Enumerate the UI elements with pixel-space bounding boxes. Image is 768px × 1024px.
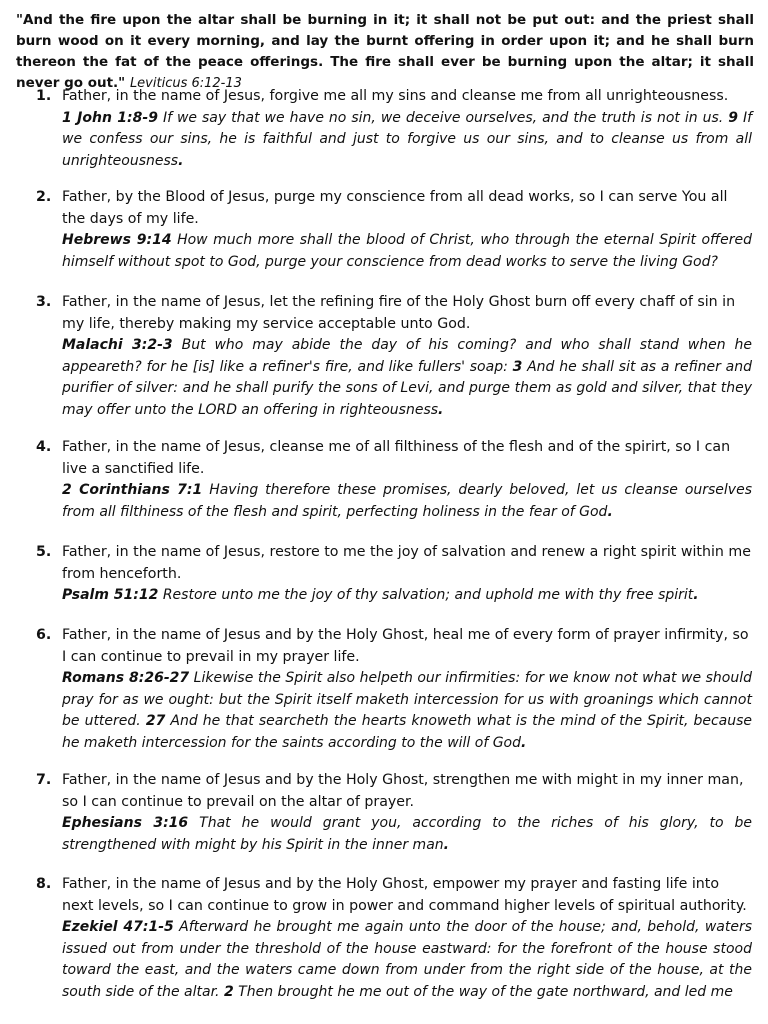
item-number: 1.	[36, 88, 52, 104]
prayer-item	[36, 625, 752, 754]
scripture-block	[62, 917, 752, 1003]
scripture-block	[62, 108, 752, 173]
scripture-text: Restore unto me the joy of thy salvation; and uphold me with thy free spirit	[162, 587, 694, 603]
scripture-end-punct: .	[693, 587, 699, 603]
scripture-end-punct: .	[443, 836, 449, 853]
scripture-block	[62, 480, 752, 523]
scripture-text: But who may abide the day of his coming? and who shall stand when he appeareth? for he [is] like a refiner's fire, and like fullers' soap:	[62, 337, 753, 375]
scripture-end-punct: .	[521, 734, 527, 751]
prayer-item	[36, 770, 752, 856]
scripture-block	[62, 335, 752, 421]
intro-quote-block	[16, 10, 754, 94]
prayer-text: Father, by the Blood of Jesus, purge my conscience from all dead works, so I can serve You all the days of my life.	[62, 189, 728, 227]
prayer-item	[36, 542, 752, 607]
prayer-text: Father, in the name of Jesus, restore to me the joy of salvation and renew a right spirit within me from henceforth.	[62, 544, 751, 582]
item-number: 3.	[36, 294, 52, 310]
prayer-item	[36, 292, 752, 421]
scripture-text: And he that searcheth the hearts knoweth what is the mind of the Spirit, because he maketh intercession for the saints according to the will of God	[62, 713, 753, 751]
prayer-text: Father, in the name of Jesus and by the Holy Ghost, empower my prayer and fasting life into next levels, so I can continue to grow in power and command higher levels of spiritual authority.	[62, 876, 747, 914]
scripture-reference: Romans 8:26-27	[62, 670, 190, 686]
scripture-text: Afterward he brought me again unto the door of the house; and, behold, waters issued out from under the threshold of the house eastward: for the forefront of the house stood toward the east, and the waters came down from under from the right side of the house, at the south side of the altar.	[62, 919, 752, 1000]
scripture-reference: 2 Corinthians 7:1	[62, 482, 203, 498]
item-number: 4.	[36, 439, 52, 455]
scripture-text: That he would grant you, according to the riches of his glory, to be strengthened with might by his Spirit in the inner man	[62, 815, 753, 853]
scripture-reference: Hebrews 9:14	[62, 232, 172, 248]
intro-quote-reference: Leviticus 6:12-13	[129, 76, 242, 91]
scripture-block	[62, 813, 752, 856]
scripture-block	[62, 585, 752, 607]
verse-number: 3	[512, 358, 523, 375]
prayer-text: Father, in the name of Jesus, let the refining fire of the Holy Ghost burn off every chaff of sin in my life, thereby making my service acceptable unto God.	[62, 294, 736, 332]
scripture-block	[62, 668, 752, 754]
prayer-item	[36, 187, 752, 273]
intro-quote-text: "And the fire upon the altar shall be burning in it; it shall not be put out: and the priest shall burn wood on it every morning, and lay the burnt offering in order upon it; and he shall burn thereon the fat of the peace offerings. The fire shall ever be burning upon the altar; it shall never go out."	[16, 12, 754, 91]
prayer-item	[36, 86, 752, 172]
prayer-text: Father, in the name of Jesus, forgive me all my sins and cleanse me from all unrighteousness.	[62, 88, 729, 104]
verse-number: 27	[145, 713, 166, 729]
scripture-reference: Ephesians 3:16	[62, 815, 189, 831]
scripture-text: Likewise the Spirit also helpeth our infirmities: for we know not what we should pray for as we ought: but the Spirit itself maketh intercession for us with groanings which cannot be uttered.	[62, 670, 753, 729]
item-number: 6.	[36, 627, 52, 643]
scripture-reference: 1 John 1:8-9	[62, 109, 158, 126]
scripture-text: Then brought he me out of the way of the gate northward, and led me	[238, 983, 733, 1000]
item-number: 7.	[36, 772, 52, 788]
prayer-item	[36, 874, 752, 1003]
scripture-reference: Malachi 3:2-3	[62, 337, 173, 353]
scripture-text: If we confess our sins, he is faithful and just to forgive us our sins, and to cleanse us from all unrighteousness	[62, 109, 753, 169]
item-number: 8.	[36, 876, 52, 892]
scripture-block	[62, 230, 752, 273]
scripture-text: If we say that we have no sin, we deceive ourselves, and the truth is not in us.	[162, 109, 724, 126]
scripture-end-punct: .	[438, 401, 444, 418]
prayer-text: Father, in the name of Jesus and by the Holy Ghost, strengthen me with might in my inner man, so I can continue to prevail on the altar of prayer.	[62, 772, 744, 810]
prayer-text: Father, in the name of Jesus and by the Holy Ghost, heal me of every form of prayer infirmity, so I can continue to prevail in my prayer life.	[62, 627, 749, 665]
scripture-text: And he shall sit as a refiner and purifier of silver: and he shall purify the sons of Levi, and purge them as gold and silver, that they may offer unto the LORD an offering in righteousness	[62, 358, 753, 418]
scripture-text: Having therefore these promises, dearly beloved, let us cleanse ourselves from all filthiness of the flesh and spirit, perfecting holiness in the fear of God	[62, 482, 752, 520]
item-number: 2.	[36, 189, 52, 205]
verse-number: 9	[728, 109, 738, 126]
scripture-reference: Ezekiel 47:1-5	[62, 919, 174, 935]
item-number: 5.	[36, 544, 52, 560]
prayer-text: Father, in the name of Jesus, cleanse me of all filthiness of the flesh and of the spirirt, so I can live a sanctified life.	[62, 439, 731, 477]
scripture-end-punct: .	[178, 152, 184, 169]
scripture-end-punct: .	[607, 503, 613, 520]
verse-number: 2	[223, 983, 234, 1000]
prayer-item	[36, 437, 752, 523]
scripture-text: How much more shall the blood of Christ, who through the eternal Spirit offered himself without spot to God, purge your conscience from dead works to serve the living God?	[62, 232, 752, 270]
scripture-reference: Psalm 51:12	[62, 587, 159, 603]
